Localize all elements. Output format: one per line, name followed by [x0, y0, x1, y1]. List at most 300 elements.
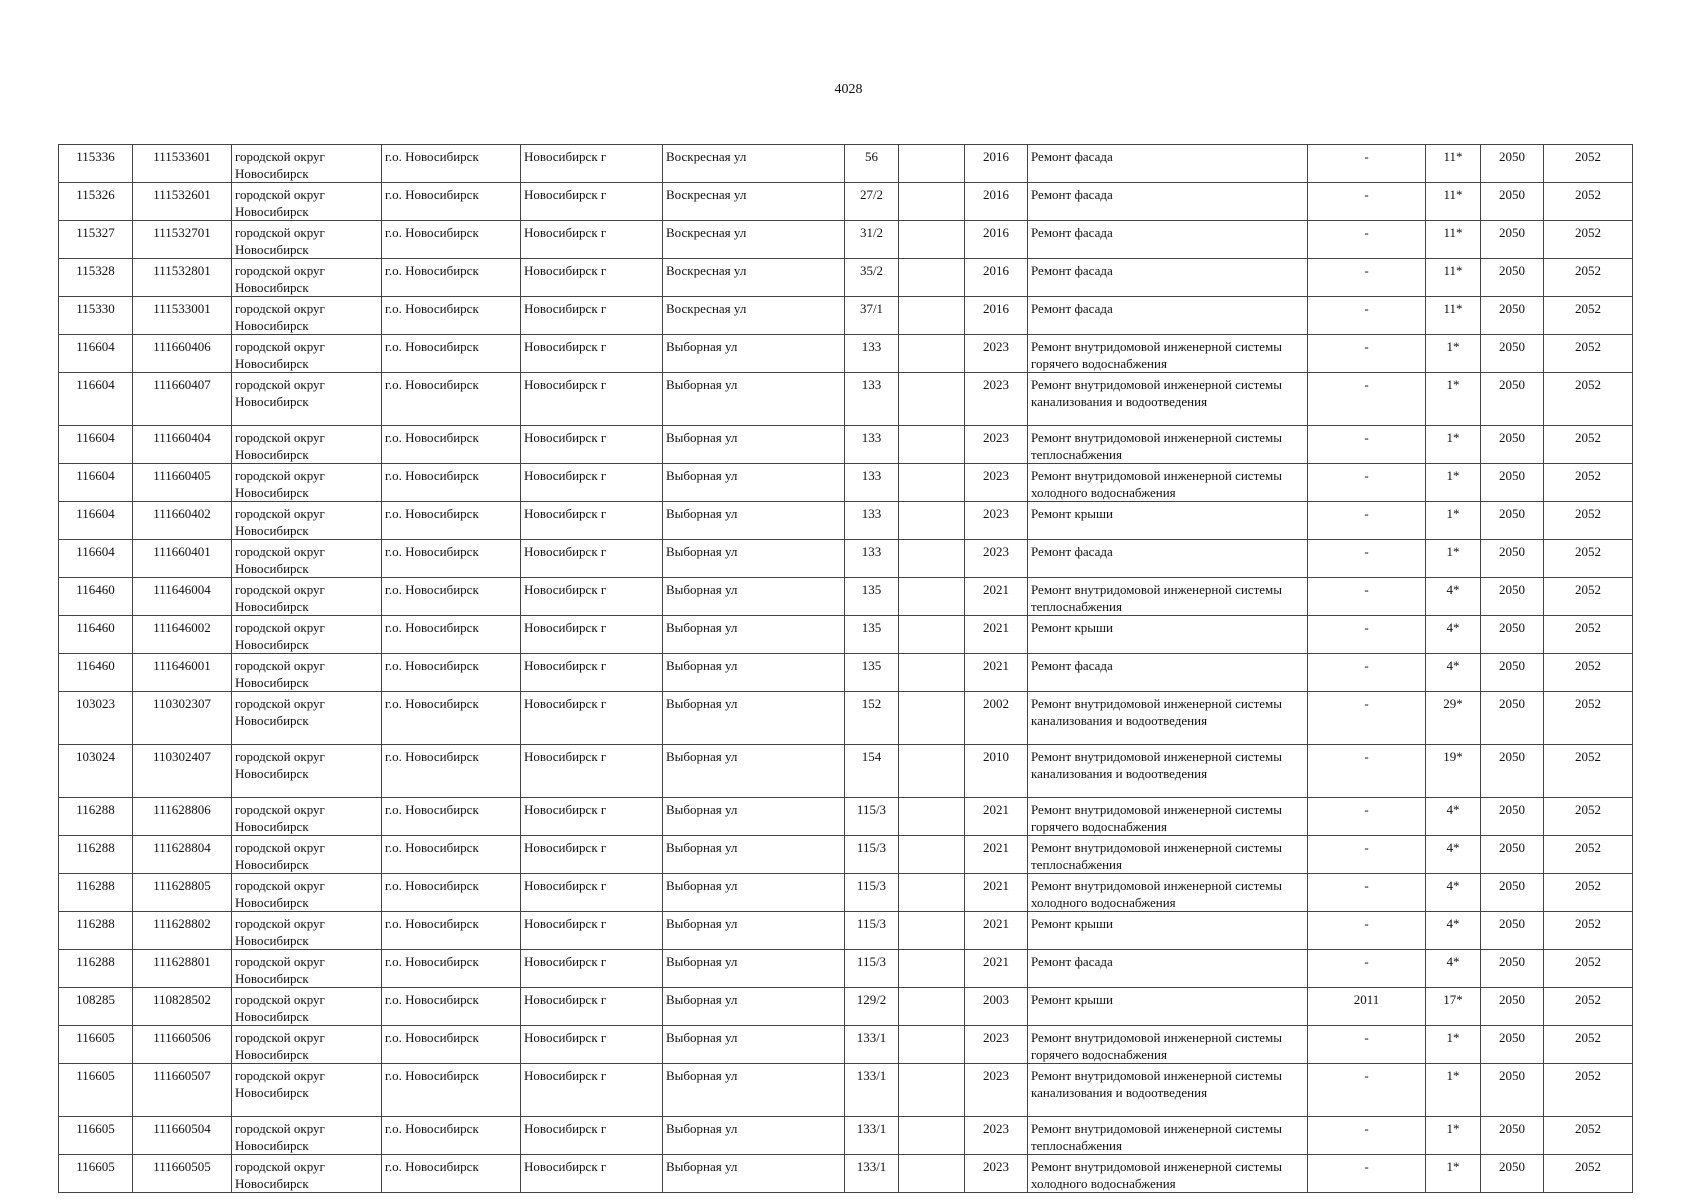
locality-cell: Новосибирск г	[521, 745, 663, 798]
street-cell: Выборная ул	[663, 540, 845, 578]
last-repair-cell: -	[1308, 335, 1426, 373]
year-cell: 2016	[965, 297, 1028, 335]
house-number-cell: 135	[845, 616, 899, 654]
table-row	[59, 183, 1633, 221]
locality-cell: Новосибирск г	[521, 988, 663, 1026]
street-cell: Выборная ул	[663, 578, 845, 616]
street-cell: Воскресная ул	[663, 259, 845, 297]
house-id-cell: 116604	[59, 373, 133, 426]
last-repair-cell: -	[1308, 654, 1426, 692]
house-number-cell: 115/3	[845, 798, 899, 836]
locality-cell: Новосибирск г	[521, 1155, 663, 1193]
house-id-cell: 116288	[59, 874, 133, 912]
building-cell	[899, 798, 965, 836]
year-cell: 2023	[965, 502, 1028, 540]
building-cell	[899, 1064, 965, 1117]
district-cell: г.о. Новосибирск	[382, 183, 521, 221]
street-cell: Выборная ул	[663, 745, 845, 798]
wear-cell: 11*	[1426, 297, 1481, 335]
year-cell: 2010	[965, 745, 1028, 798]
wear-cell: 4*	[1426, 578, 1481, 616]
work-type-cell: Ремонт крыши	[1028, 502, 1308, 540]
wear-cell: 1*	[1426, 1117, 1481, 1155]
element-id-cell: 110302307	[133, 692, 232, 745]
plan-start-cell: 2050	[1481, 745, 1544, 798]
house-number-cell: 152	[845, 692, 899, 745]
house-id-cell: 116605	[59, 1026, 133, 1064]
year-cell: 2023	[965, 540, 1028, 578]
municipality-cell: городской округ Новосибирск	[232, 221, 382, 259]
district-cell: г.о. Новосибирск	[382, 836, 521, 874]
last-repair-cell: -	[1308, 1155, 1426, 1193]
municipality-cell: городской округ Новосибирск	[232, 745, 382, 798]
table-row	[59, 145, 1633, 183]
element-id-cell: 111533001	[133, 297, 232, 335]
building-cell	[899, 874, 965, 912]
house-id-cell: 116604	[59, 502, 133, 540]
district-cell: г.о. Новосибирск	[382, 221, 521, 259]
work-type-cell: Ремонт внутридомовой инженерной системы теплоснабжения	[1028, 426, 1308, 464]
building-cell	[899, 988, 965, 1026]
plan-start-cell: 2050	[1481, 798, 1544, 836]
locality-cell: Новосибирск г	[521, 874, 663, 912]
wear-cell: 1*	[1426, 373, 1481, 426]
building-cell	[899, 950, 965, 988]
work-type-cell: Ремонт внутридомовой инженерной системы канализования и водоотведения	[1028, 1064, 1308, 1117]
house-number-cell: 133	[845, 373, 899, 426]
work-type-cell: Ремонт внутридомовой инженерной системы канализования и водоотведения	[1028, 692, 1308, 745]
wear-cell: 1*	[1426, 1064, 1481, 1117]
element-id-cell: 111628805	[133, 874, 232, 912]
wear-cell: 4*	[1426, 836, 1481, 874]
table-row	[59, 297, 1633, 335]
wear-cell: 4*	[1426, 616, 1481, 654]
building-cell	[899, 145, 965, 183]
house-number-cell: 129/2	[845, 988, 899, 1026]
district-cell: г.о. Новосибирск	[382, 297, 521, 335]
wear-cell: 4*	[1426, 798, 1481, 836]
district-cell: г.о. Новосибирск	[382, 692, 521, 745]
last-repair-cell: -	[1308, 692, 1426, 745]
district-cell: г.о. Новосибирск	[382, 145, 521, 183]
table-row	[59, 1026, 1633, 1064]
house-id-cell: 116604	[59, 540, 133, 578]
last-repair-cell: 2011	[1308, 988, 1426, 1026]
house-id-cell: 116460	[59, 616, 133, 654]
wear-cell: 11*	[1426, 221, 1481, 259]
work-type-cell: Ремонт внутридомовой инженерной системы канализования и водоотведения	[1028, 373, 1308, 426]
plan-start-cell: 2050	[1481, 578, 1544, 616]
municipality-cell: городской округ Новосибирск	[232, 297, 382, 335]
house-number-cell: 133/1	[845, 1117, 899, 1155]
plan-start-cell: 2050	[1481, 836, 1544, 874]
locality-cell: Новосибирск г	[521, 912, 663, 950]
work-type-cell: Ремонт внутридомовой инженерной системы холодного водоснабжения	[1028, 464, 1308, 502]
plan-end-cell: 2052	[1544, 988, 1633, 1026]
house-id-cell: 116604	[59, 464, 133, 502]
municipality-cell: городской округ Новосибирск	[232, 502, 382, 540]
table-row	[59, 950, 1633, 988]
element-id-cell: 111628801	[133, 950, 232, 988]
plan-start-cell: 2050	[1481, 1064, 1544, 1117]
street-cell: Выборная ул	[663, 1155, 845, 1193]
house-number-cell: 115/3	[845, 874, 899, 912]
house-id-cell: 115336	[59, 145, 133, 183]
table-row	[59, 578, 1633, 616]
plan-start-cell: 2050	[1481, 654, 1544, 692]
work-type-cell: Ремонт внутридомовой инженерной системы горячего водоснабжения	[1028, 798, 1308, 836]
house-id-cell: 116460	[59, 654, 133, 692]
building-cell	[899, 654, 965, 692]
locality-cell: Новосибирск г	[521, 798, 663, 836]
municipality-cell: городской округ Новосибирск	[232, 798, 382, 836]
house-id-cell: 116605	[59, 1155, 133, 1193]
year-cell: 2023	[965, 1026, 1028, 1064]
municipality-cell: городской округ Новосибирск	[232, 836, 382, 874]
district-cell: г.о. Новосибирск	[382, 1064, 521, 1117]
table-row	[59, 1155, 1633, 1193]
element-id-cell: 111532801	[133, 259, 232, 297]
house-number-cell: 115/3	[845, 836, 899, 874]
plan-start-cell: 2050	[1481, 145, 1544, 183]
table-row	[59, 1064, 1633, 1117]
last-repair-cell: -	[1308, 502, 1426, 540]
locality-cell: Новосибирск г	[521, 335, 663, 373]
work-type-cell: Ремонт крыши	[1028, 912, 1308, 950]
year-cell: 2021	[965, 874, 1028, 912]
work-type-cell: Ремонт внутридомовой инженерной системы теплоснабжения	[1028, 578, 1308, 616]
last-repair-cell: -	[1308, 373, 1426, 426]
element-id-cell: 111660507	[133, 1064, 232, 1117]
house-id-cell: 103023	[59, 692, 133, 745]
municipality-cell: городской округ Новосибирск	[232, 692, 382, 745]
element-id-cell: 111646004	[133, 578, 232, 616]
locality-cell: Новосибирск г	[521, 616, 663, 654]
plan-start-cell: 2050	[1481, 1117, 1544, 1155]
year-cell: 2023	[965, 373, 1028, 426]
last-repair-cell: -	[1308, 183, 1426, 221]
work-type-cell: Ремонт внутридомовой инженерной системы канализования и водоотведения	[1028, 745, 1308, 798]
element-id-cell: 111660506	[133, 1026, 232, 1064]
capital-repair-table	[58, 144, 1633, 1193]
municipality-cell: городской округ Новосибирск	[232, 616, 382, 654]
work-type-cell: Ремонт фасада	[1028, 145, 1308, 183]
wear-cell: 11*	[1426, 259, 1481, 297]
street-cell: Выборная ул	[663, 616, 845, 654]
municipality-cell: городской округ Новосибирск	[232, 540, 382, 578]
locality-cell: Новосибирск г	[521, 221, 663, 259]
element-id-cell: 111628802	[133, 912, 232, 950]
building-cell	[899, 1026, 965, 1064]
element-id-cell: 111628804	[133, 836, 232, 874]
element-id-cell: 111628806	[133, 798, 232, 836]
plan-start-cell: 2050	[1481, 464, 1544, 502]
last-repair-cell: -	[1308, 145, 1426, 183]
municipality-cell: городской округ Новосибирск	[232, 145, 382, 183]
element-id-cell: 111533601	[133, 145, 232, 183]
plan-end-cell: 2052	[1544, 950, 1633, 988]
year-cell: 2021	[965, 912, 1028, 950]
locality-cell: Новосибирск г	[521, 464, 663, 502]
wear-cell: 1*	[1426, 502, 1481, 540]
table-row	[59, 988, 1633, 1026]
last-repair-cell: -	[1308, 798, 1426, 836]
locality-cell: Новосибирск г	[521, 183, 663, 221]
house-id-cell: 115330	[59, 297, 133, 335]
work-type-cell: Ремонт внутридомовой инженерной системы теплоснабжения	[1028, 836, 1308, 874]
work-type-cell: Ремонт внутридомовой инженерной системы холодного водоснабжения	[1028, 874, 1308, 912]
wear-cell: 4*	[1426, 654, 1481, 692]
plan-end-cell: 2052	[1544, 1026, 1633, 1064]
element-id-cell: 111646001	[133, 654, 232, 692]
locality-cell: Новосибирск г	[521, 259, 663, 297]
house-id-cell: 116605	[59, 1117, 133, 1155]
element-id-cell: 111532601	[133, 183, 232, 221]
house-number-cell: 133	[845, 335, 899, 373]
last-repair-cell: -	[1308, 259, 1426, 297]
plan-end-cell: 2052	[1544, 616, 1633, 654]
year-cell: 2002	[965, 692, 1028, 745]
year-cell: 2023	[965, 464, 1028, 502]
wear-cell: 1*	[1426, 335, 1481, 373]
district-cell: г.о. Новосибирск	[382, 335, 521, 373]
element-id-cell: 110302407	[133, 745, 232, 798]
municipality-cell: городской округ Новосибирск	[232, 578, 382, 616]
municipality-cell: городской округ Новосибирск	[232, 654, 382, 692]
plan-start-cell: 2050	[1481, 335, 1544, 373]
table-row	[59, 426, 1633, 464]
plan-start-cell: 2050	[1481, 988, 1544, 1026]
district-cell: г.о. Новосибирск	[382, 502, 521, 540]
plan-end-cell: 2052	[1544, 335, 1633, 373]
plan-end-cell: 2052	[1544, 221, 1633, 259]
year-cell: 2021	[965, 836, 1028, 874]
last-repair-cell: -	[1308, 616, 1426, 654]
building-cell	[899, 183, 965, 221]
year-cell: 2021	[965, 950, 1028, 988]
work-type-cell: Ремонт фасада	[1028, 221, 1308, 259]
building-cell	[899, 578, 965, 616]
street-cell: Выборная ул	[663, 798, 845, 836]
house-id-cell: 116288	[59, 836, 133, 874]
wear-cell: 1*	[1426, 1026, 1481, 1064]
building-cell	[899, 1117, 965, 1155]
building-cell	[899, 335, 965, 373]
plan-end-cell: 2052	[1544, 1117, 1633, 1155]
plan-end-cell: 2052	[1544, 426, 1633, 464]
house-id-cell: 108285	[59, 988, 133, 1026]
plan-start-cell: 2050	[1481, 912, 1544, 950]
table-row	[59, 912, 1633, 950]
municipality-cell: городской округ Новосибирск	[232, 988, 382, 1026]
locality-cell: Новосибирск г	[521, 426, 663, 464]
last-repair-cell: -	[1308, 745, 1426, 798]
plan-start-cell: 2050	[1481, 1155, 1544, 1193]
plan-start-cell: 2050	[1481, 616, 1544, 654]
table-row	[59, 464, 1633, 502]
district-cell: г.о. Новосибирск	[382, 1117, 521, 1155]
building-cell	[899, 692, 965, 745]
plan-end-cell: 2052	[1544, 145, 1633, 183]
district-cell: г.о. Новосибирск	[382, 874, 521, 912]
work-type-cell: Ремонт внутридомовой инженерной системы теплоснабжения	[1028, 1117, 1308, 1155]
plan-start-cell: 2050	[1481, 259, 1544, 297]
street-cell: Выборная ул	[663, 464, 845, 502]
street-cell: Выборная ул	[663, 1064, 845, 1117]
element-id-cell: 111646002	[133, 616, 232, 654]
district-cell: г.о. Новосибирск	[382, 654, 521, 692]
building-cell	[899, 297, 965, 335]
element-id-cell: 111660407	[133, 373, 232, 426]
plan-end-cell: 2052	[1544, 836, 1633, 874]
year-cell: 2023	[965, 1064, 1028, 1117]
district-cell: г.о. Новосибирск	[382, 988, 521, 1026]
house-id-cell: 116605	[59, 1064, 133, 1117]
plan-end-cell: 2052	[1544, 502, 1633, 540]
municipality-cell: городской округ Новосибирск	[232, 1155, 382, 1193]
plan-start-cell: 2050	[1481, 221, 1544, 259]
plan-end-cell: 2052	[1544, 654, 1633, 692]
last-repair-cell: -	[1308, 297, 1426, 335]
district-cell: г.о. Новосибирск	[382, 464, 521, 502]
street-cell: Выборная ул	[663, 1026, 845, 1064]
year-cell: 2021	[965, 654, 1028, 692]
locality-cell: Новосибирск г	[521, 578, 663, 616]
plan-start-cell: 2050	[1481, 950, 1544, 988]
municipality-cell: городской округ Новосибирск	[232, 1064, 382, 1117]
plan-end-cell: 2052	[1544, 692, 1633, 745]
plan-end-cell: 2052	[1544, 297, 1633, 335]
plan-end-cell: 2052	[1544, 578, 1633, 616]
plan-start-cell: 2050	[1481, 426, 1544, 464]
house-id-cell: 116604	[59, 426, 133, 464]
plan-end-cell: 2052	[1544, 259, 1633, 297]
page-number: 4028	[834, 82, 863, 97]
locality-cell: Новосибирск г	[521, 373, 663, 426]
year-cell: 2023	[965, 1155, 1028, 1193]
house-id-cell: 115327	[59, 221, 133, 259]
plan-start-cell: 2050	[1481, 502, 1544, 540]
house-number-cell: 135	[845, 654, 899, 692]
street-cell: Выборная ул	[663, 1117, 845, 1155]
house-id-cell: 115326	[59, 183, 133, 221]
table-row	[59, 259, 1633, 297]
work-type-cell: Ремонт фасада	[1028, 259, 1308, 297]
building-cell	[899, 426, 965, 464]
house-id-cell: 116288	[59, 912, 133, 950]
street-cell: Выборная ул	[663, 988, 845, 1026]
work-type-cell: Ремонт фасада	[1028, 654, 1308, 692]
last-repair-cell: -	[1308, 874, 1426, 912]
plan-end-cell: 2052	[1544, 745, 1633, 798]
last-repair-cell: -	[1308, 578, 1426, 616]
house-id-cell: 116288	[59, 798, 133, 836]
house-number-cell: 115/3	[845, 912, 899, 950]
element-id-cell: 111660401	[133, 540, 232, 578]
district-cell: г.о. Новосибирск	[382, 912, 521, 950]
wear-cell: 4*	[1426, 950, 1481, 988]
house-id-cell: 116460	[59, 578, 133, 616]
last-repair-cell: -	[1308, 950, 1426, 988]
wear-cell: 11*	[1426, 183, 1481, 221]
last-repair-cell: -	[1308, 540, 1426, 578]
table-row	[59, 502, 1633, 540]
work-type-cell: Ремонт крыши	[1028, 616, 1308, 654]
house-id-cell: 116288	[59, 950, 133, 988]
district-cell: г.о. Новосибирск	[382, 540, 521, 578]
wear-cell: 4*	[1426, 874, 1481, 912]
last-repair-cell: -	[1308, 464, 1426, 502]
table-row	[59, 373, 1633, 426]
work-type-cell: Ремонт крыши	[1028, 988, 1308, 1026]
district-cell: г.о. Новосибирск	[382, 950, 521, 988]
building-cell	[899, 1155, 965, 1193]
element-id-cell: 111660404	[133, 426, 232, 464]
building-cell	[899, 221, 965, 259]
municipality-cell: городской округ Новосибирск	[232, 950, 382, 988]
last-repair-cell: -	[1308, 426, 1426, 464]
work-type-cell: Ремонт фасада	[1028, 183, 1308, 221]
plan-start-cell: 2050	[1481, 373, 1544, 426]
wear-cell: 1*	[1426, 426, 1481, 464]
year-cell: 2016	[965, 221, 1028, 259]
municipality-cell: городской округ Новосибирск	[232, 464, 382, 502]
plan-start-cell: 2050	[1481, 297, 1544, 335]
district-cell: г.о. Новосибирск	[382, 798, 521, 836]
house-number-cell: 133/1	[845, 1064, 899, 1117]
house-number-cell: 133	[845, 464, 899, 502]
house-number-cell: 35/2	[845, 259, 899, 297]
work-type-cell: Ремонт фасада	[1028, 950, 1308, 988]
street-cell: Выборная ул	[663, 335, 845, 373]
locality-cell: Новосибирск г	[521, 1026, 663, 1064]
house-number-cell: 31/2	[845, 221, 899, 259]
plan-end-cell: 2052	[1544, 874, 1633, 912]
municipality-cell: городской округ Новосибирск	[232, 1026, 382, 1064]
work-type-cell: Ремонт фасада	[1028, 540, 1308, 578]
house-number-cell: 133/1	[845, 1026, 899, 1064]
table-row	[59, 1117, 1633, 1155]
house-number-cell: 56	[845, 145, 899, 183]
building-cell	[899, 745, 965, 798]
street-cell: Выборная ул	[663, 373, 845, 426]
building-cell	[899, 540, 965, 578]
wear-cell: 17*	[1426, 988, 1481, 1026]
street-cell: Выборная ул	[663, 502, 845, 540]
municipality-cell: городской округ Новосибирск	[232, 259, 382, 297]
street-cell: Выборная ул	[663, 836, 845, 874]
locality-cell: Новосибирск г	[521, 1117, 663, 1155]
table-row	[59, 692, 1633, 745]
plan-end-cell: 2052	[1544, 464, 1633, 502]
building-cell	[899, 502, 965, 540]
plan-start-cell: 2050	[1481, 540, 1544, 578]
house-number-cell: 27/2	[845, 183, 899, 221]
table-row	[59, 836, 1633, 874]
house-number-cell: 154	[845, 745, 899, 798]
element-id-cell: 111660406	[133, 335, 232, 373]
locality-cell: Новосибирск г	[521, 950, 663, 988]
street-cell: Выборная ул	[663, 654, 845, 692]
municipality-cell: городской округ Новосибирск	[232, 874, 382, 912]
wear-cell: 1*	[1426, 540, 1481, 578]
plan-start-cell: 2050	[1481, 183, 1544, 221]
last-repair-cell: -	[1308, 836, 1426, 874]
house-number-cell: 133/1	[845, 1155, 899, 1193]
building-cell	[899, 836, 965, 874]
table-row	[59, 221, 1633, 259]
plan-end-cell: 2052	[1544, 1064, 1633, 1117]
